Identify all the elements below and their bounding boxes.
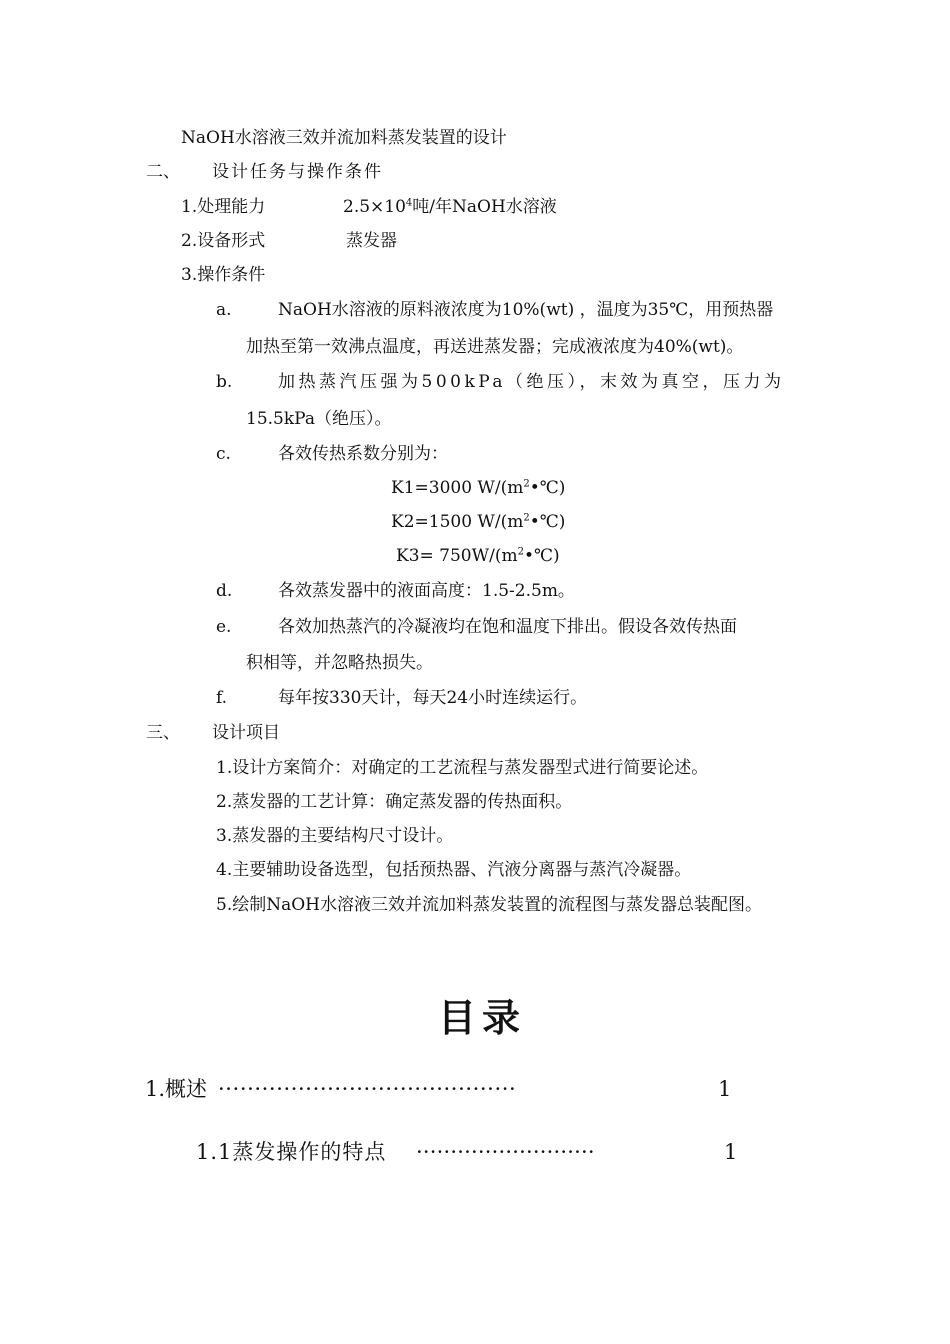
design-item-1: 1.设计方案简介：对确定的工艺流程与蒸发器型式进行简要论述。 — [216, 758, 709, 778]
section-3-heading: 设计项目 — [212, 723, 280, 743]
k3-value: $K3= 750W/(m^2•℃)$ — [396, 546, 560, 566]
cond-d-letter: d. — [216, 581, 233, 601]
cond-b-line2: 15.5kPa（绝压）。 — [246, 409, 392, 429]
k1-value: K1=3000 $W/(m^2•℃)$ — [391, 478, 566, 498]
cond-c-line1: 各效传热系数分别为： — [278, 444, 448, 464]
cond-b-line1: 加热蒸汽压强为500kPa（绝压），末效为真空，压力为 — [278, 372, 785, 392]
cond-f-letter: f. — [216, 688, 228, 708]
cond-a-letter: a. — [216, 300, 232, 320]
cond-e-line2: 积相等，并忽略热损失。 — [246, 653, 433, 673]
design-item-2: 2.蒸发器的工艺计算：确定蒸发器的传热面积。 — [216, 792, 573, 812]
cond-b-letter: b. — [216, 372, 233, 392]
section-2-number: 二、 — [146, 162, 180, 182]
capacity-value: $2.5\times 10^4$吨/年NaOH水溶液 — [343, 197, 557, 217]
cond-e-letter: e. — [216, 617, 232, 637]
equipment-value: 蒸发器 — [346, 231, 397, 251]
toc-entry-1-leader: ········································· — [218, 1077, 517, 1101]
design-item-5: 5.绘制NaOH水溶液三效并流加料蒸发装置的流程图与蒸发器总装配图。 — [216, 895, 762, 915]
toc-entry-2-leader: ·························· — [416, 1140, 595, 1164]
operating-label: 3.操作条件 — [181, 265, 266, 285]
toc-entry-2-page: 1 — [724, 1140, 738, 1164]
equipment-label: 2.设备形式 — [181, 231, 266, 251]
toc-title: 目录 — [438, 996, 527, 1040]
toc-entry-1-text: 1.概述 — [145, 1077, 208, 1101]
section-2-heading: 设计任务与操作条件 — [212, 162, 383, 182]
k2-value: K2=1500 $W/(m^2•℃)$ — [391, 512, 566, 532]
cond-f-line1: 每年按330天计，每天24小时连续运行。 — [278, 688, 588, 708]
toc-entry-2-text: 1.1蒸发操作的特点 — [196, 1140, 387, 1164]
cond-a-line2: 加热至第一效沸点温度，再送进蒸发器；完成液浓度为40%(wt)。 — [246, 337, 744, 357]
cond-c-letter: c. — [216, 444, 231, 464]
toc-entry-1-page: 1 — [718, 1077, 732, 1101]
capacity-label: 1.处理能力 — [181, 197, 266, 217]
cond-a-line1: NaOH水溶液的原料液浓度为10%(wt) ，温度为35℃，用预热器 — [278, 300, 774, 320]
design-item-3: 3.蒸发器的主要结构尺寸设计。 — [216, 826, 454, 846]
cond-d-line1: 各效蒸发器中的液面高度：1.5-2.5m。 — [278, 581, 575, 601]
cond-e-line1: 各效加热蒸汽的冷凝液均在饱和温度下排出。假设各效传热面 — [278, 617, 737, 637]
section-3-number: 三、 — [146, 723, 180, 743]
design-item-4: 4.主要辅助设备选型，包括预热器、汽液分离器与蒸汽冷凝器。 — [216, 860, 692, 880]
doc-title: NaOH水溶液三效并流加料蒸发装置的设计 — [181, 128, 507, 148]
